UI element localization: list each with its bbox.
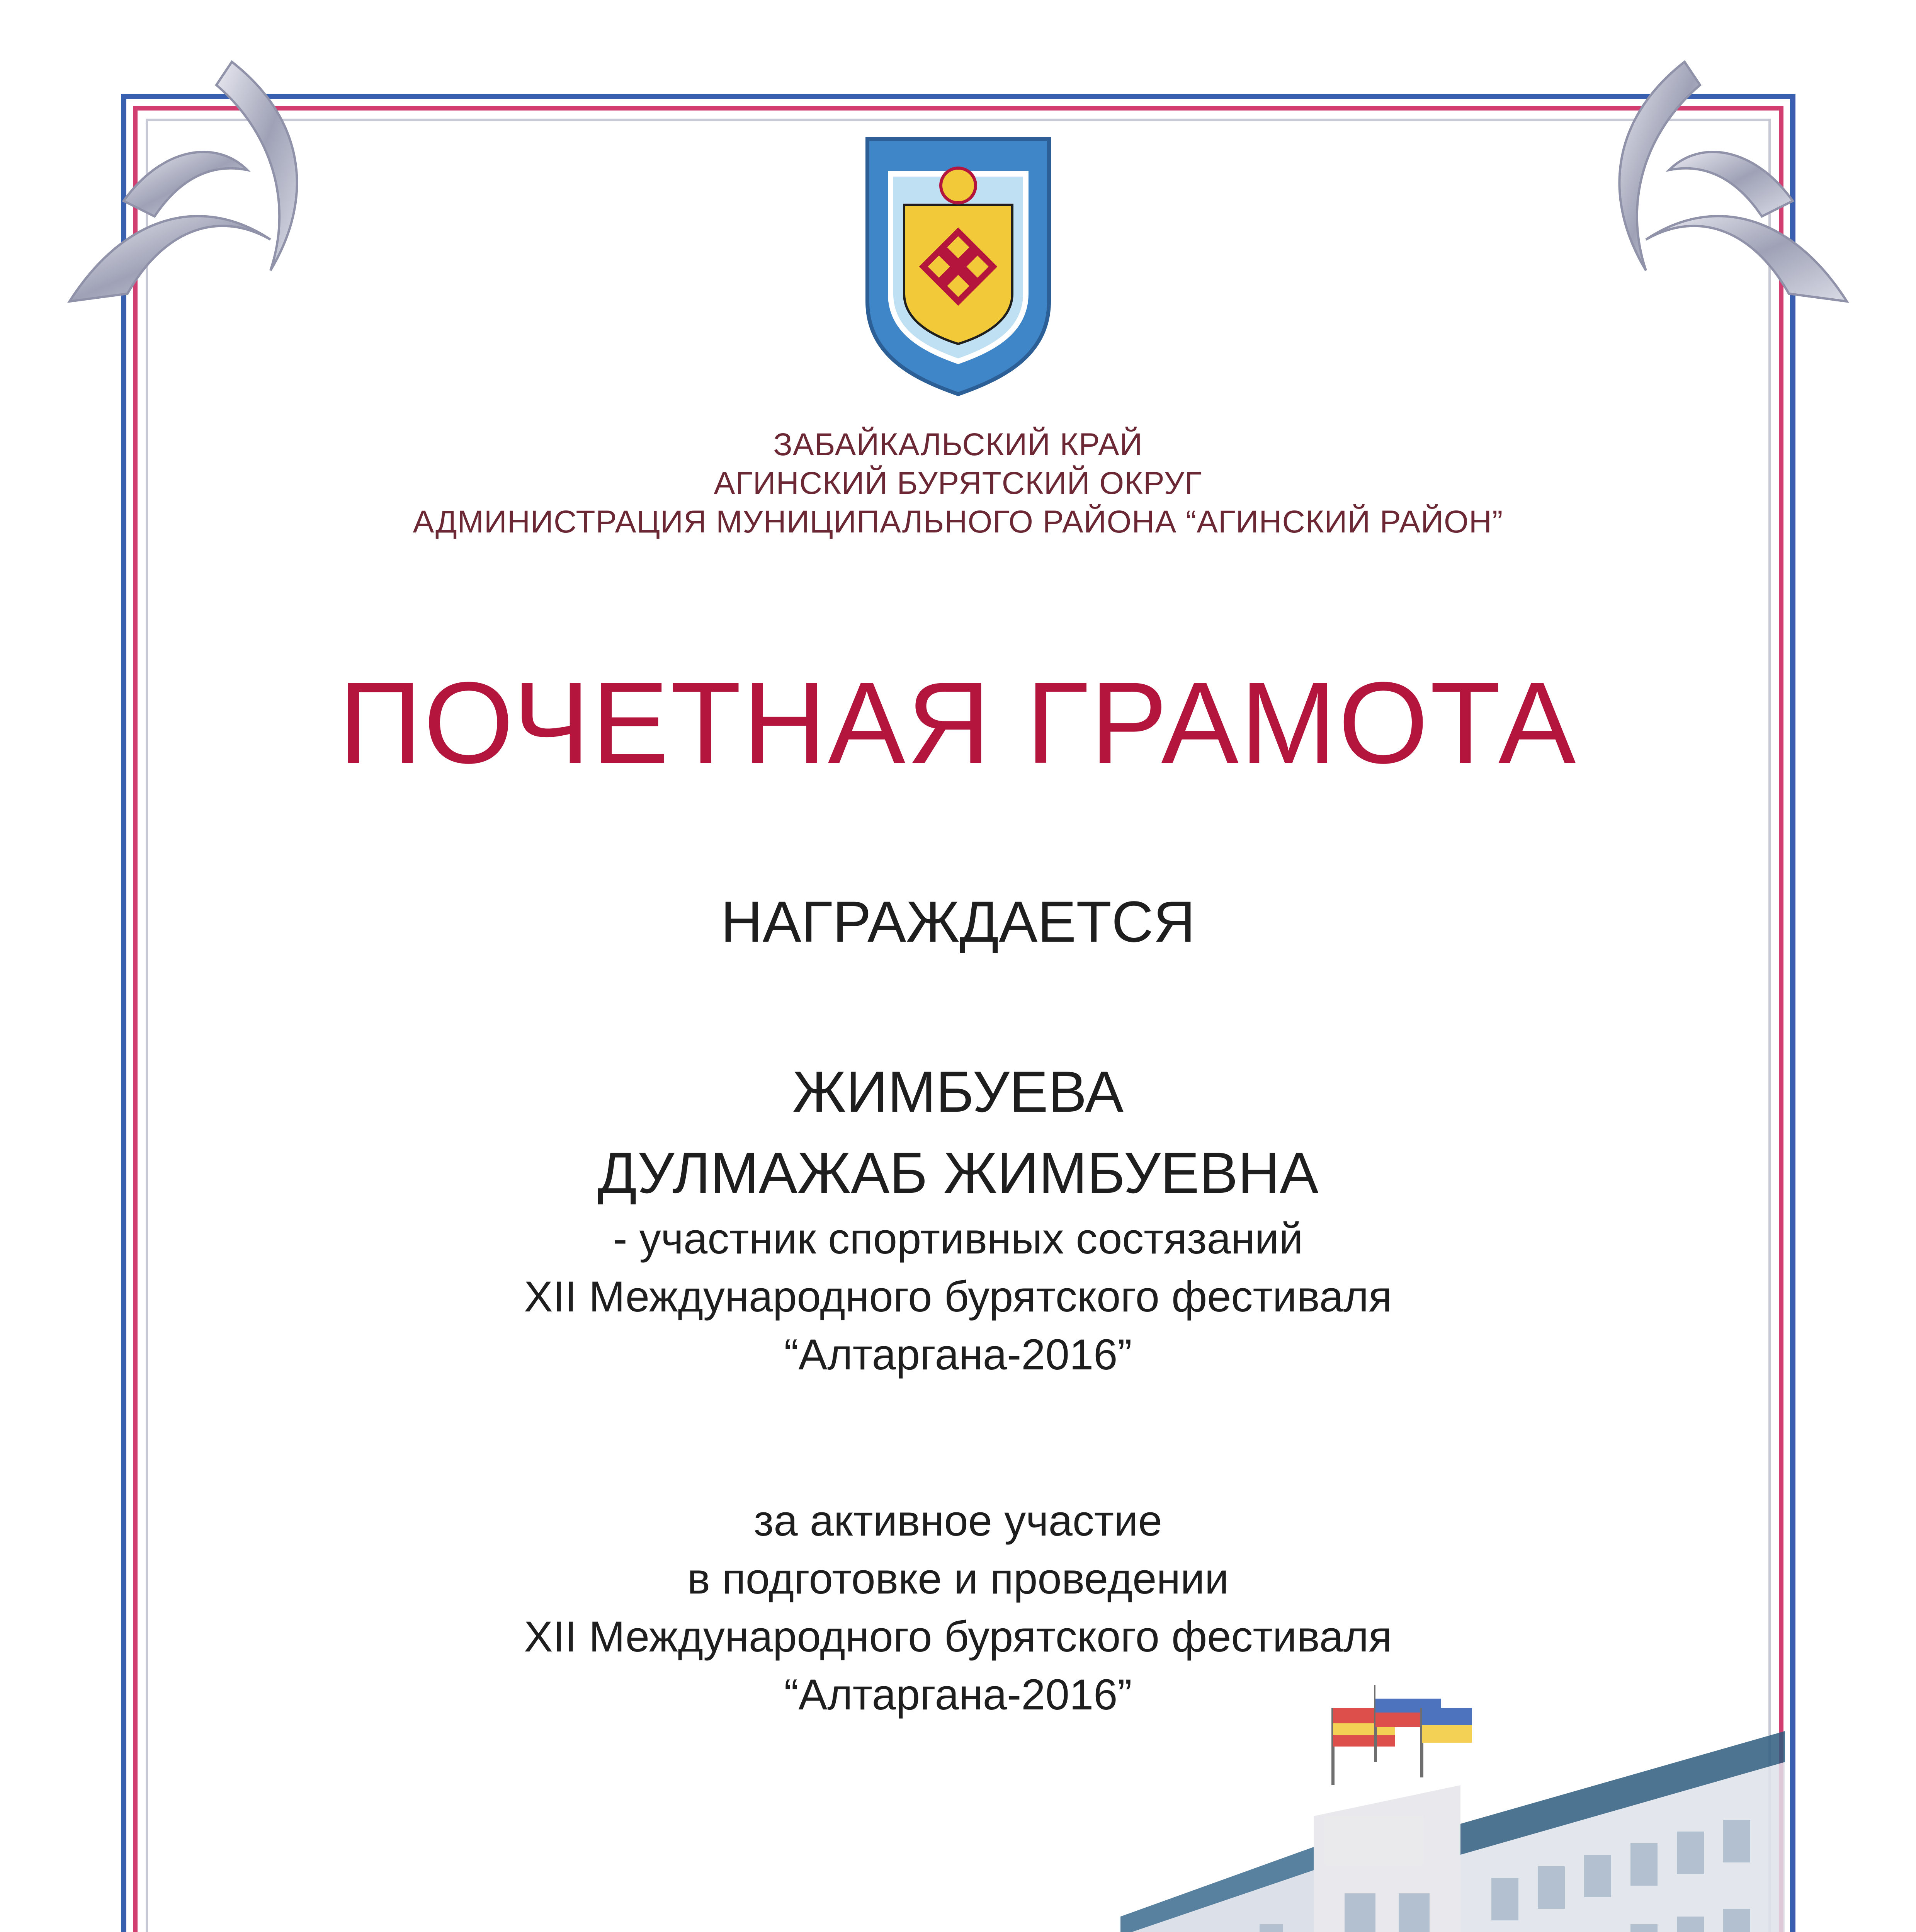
- coat-of-arms-shield-icon: [867, 139, 1049, 394]
- recipient-festival: XII Международного бурятского фестиваля: [524, 1272, 1392, 1321]
- reason-line-1: за активное участие: [754, 1497, 1162, 1545]
- recipient-surname: ЖИМБУЕВА: [792, 1059, 1124, 1124]
- reason-line-4: “Алтаргана-2016”: [784, 1670, 1132, 1719]
- reason-line-2: в подготовке и проведении: [687, 1554, 1229, 1603]
- header-region: ЗАБАЙКАЛЬСКИЙ КРАЙ: [773, 427, 1143, 462]
- header-administration: АДМИНИСТРАЦИЯ МУНИЦИПАЛЬНОГО РАЙОНА “АГИНСКИЙ РАЙОН”: [413, 504, 1503, 539]
- certificate-title: ПОЧЕТНАЯ ГРАМОТА: [338, 658, 1578, 787]
- recipient-festival-name: “Алтаргана-2016”: [784, 1330, 1132, 1379]
- header-district: АГИНСКИЙ БУРЯТСКИЙ ОКРУГ: [714, 466, 1202, 501]
- recipient-role: - участник спортивных состязаний: [613, 1214, 1303, 1263]
- recipient-given-names: ДУЛМАЖАБ ЖИМБУЕВНА: [597, 1140, 1319, 1205]
- administration-building-illustration: [1120, 1685, 1785, 1932]
- reason-line-3: XII Международного бурятского фестиваля: [524, 1612, 1392, 1661]
- awarded-label: НАГРАЖДАЕТСЯ: [721, 889, 1195, 954]
